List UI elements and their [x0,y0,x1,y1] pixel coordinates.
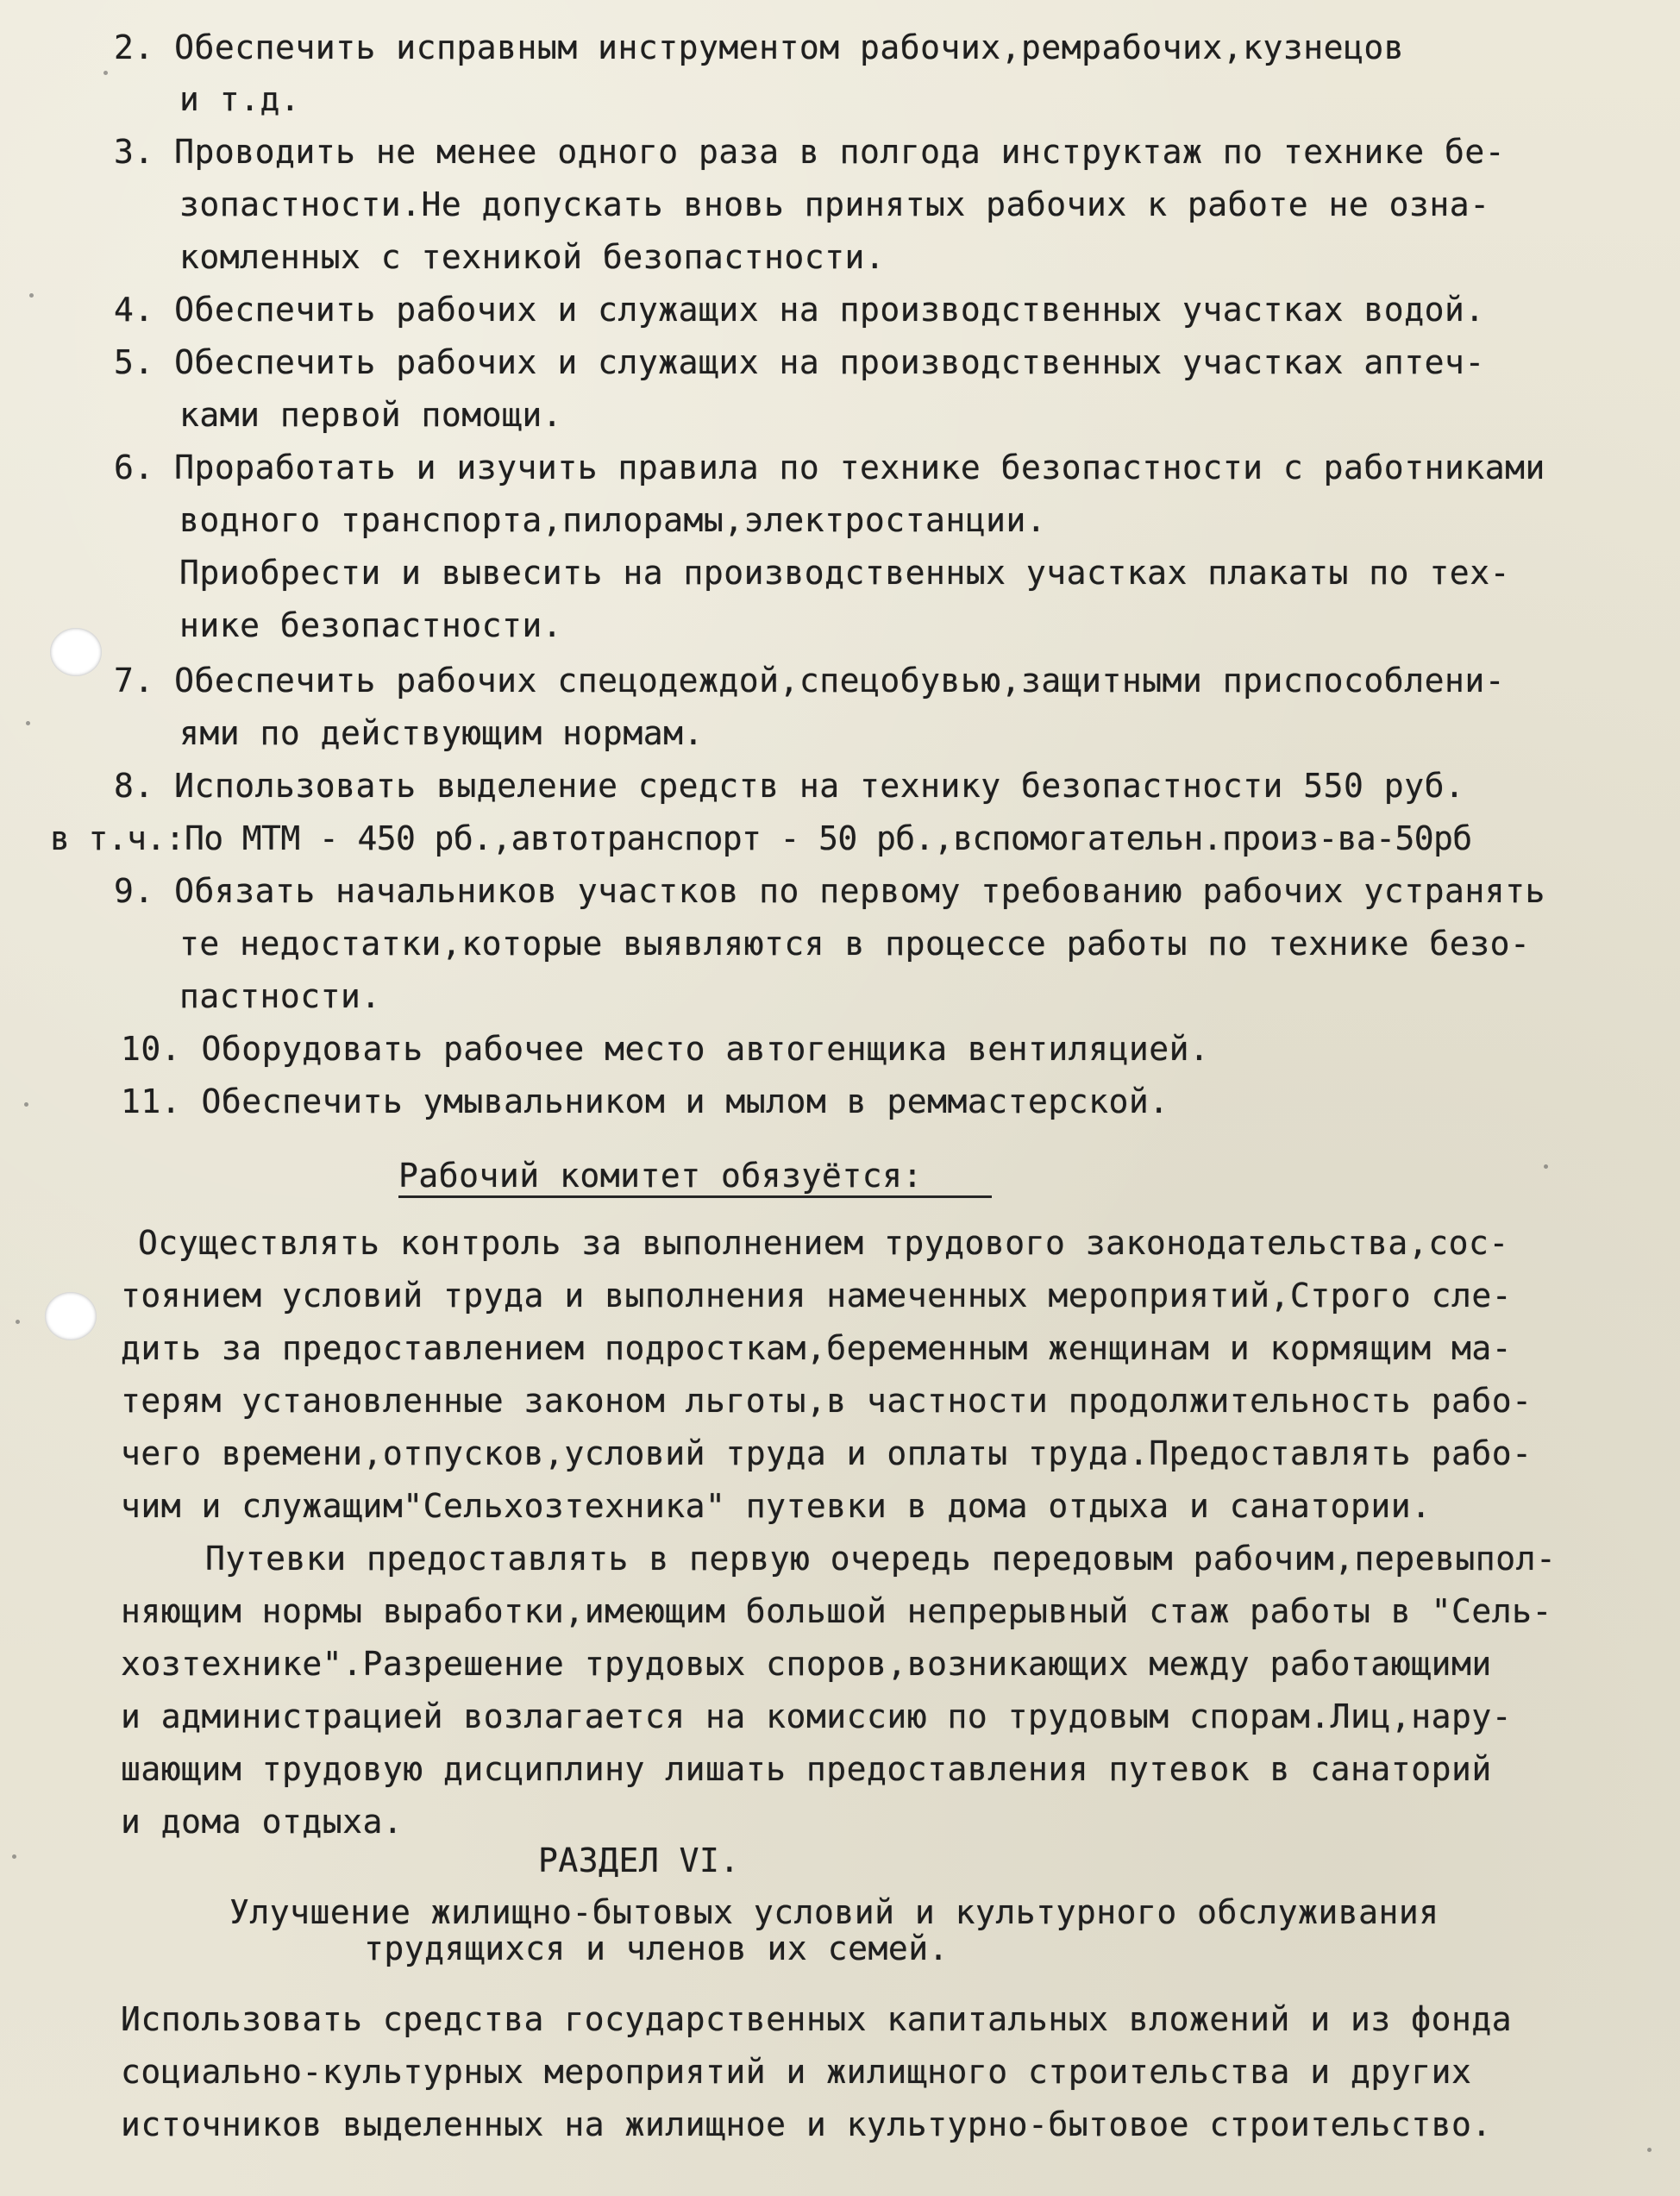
text-line-paragraph: хозтехнике".Разрешение трудовых споров,возникающих между работающими [121,1645,1492,1683]
text-line-paragraph: чего времени,отпусков,условий труда и оплаты труда.Предоставлять рабо- [121,1434,1533,1472]
section-heading-workers-committee: Рабочий комитет обязуётся: [398,1157,923,1195]
paper-speck [1647,2148,1652,2152]
text-line-paragraph: источников выделенных на жилищное и культурно-бытовое строительство. [121,2105,1492,2143]
section-number-heading: РАЗДЕЛ VI. [538,1842,740,1879]
text-line-item-5-cont: ками первой помощи. [179,396,563,434]
text-line-paragraph: и администрацией возлагается на комиссию по трудовым спорам.Лиц,нару- [121,1697,1513,1735]
text-line-item-2: 2. Обеспечить исправным инструментом рабочих,ремрабочих,кузнецов [114,28,1405,66]
paper-speck [1544,1164,1548,1169]
text-line-item-6-cont: нике безопастности. [179,606,563,644]
text-line-item-6-cont: Приобрести и вывесить на производственных участках плакаты по тех- [179,554,1510,592]
heading-underline [398,1195,992,1198]
text-line-item-9: 9. Обязать начальников участков по первому требованию рабочих устранять [114,872,1545,910]
text-line-item-3: 3. Проводить не менее одного раза в полгода инструктаж по технике бе- [114,133,1506,171]
punch-hole-top [50,628,102,676]
text-line-item-3-cont: комленных с техникой безопастности. [179,238,886,276]
section-title-cont: трудящихся и членов их семей. [364,1929,949,1967]
text-line-paragraph: дить за предоставлением подросткам,беременным женщинам и кормящим ма- [121,1329,1513,1367]
text-line-paragraph: тоянием условий труда и выполнения намеченных мероприятий,Строго сле- [121,1277,1513,1314]
text-line-paragraph: шающим трудовую дисциплину лишать предоставления путевок в санаторий [121,1750,1492,1788]
paper-speck [26,721,30,725]
text-line-paragraph: и дома отдыха. [121,1803,404,1841]
text-line-item-2-cont: и т.д. [179,80,301,118]
paper-speck [103,71,108,75]
text-line-item-9-cont: те недостатки,которые выявляются в процессе работы по технике безо- [179,925,1531,963]
text-line-item-6: 6. Проработать и изучить правила по технике безопастности с работниками [114,449,1545,486]
text-line-paragraph: терям установленные законом льготы,в частности продолжительность рабо- [121,1382,1533,1420]
text-line-paragraph: Использовать средства государственных капитальных вложений и из фонда [121,2000,1513,2038]
text-line-item-8: 8. Использовать выделение средств на технику безопастности 550 руб. [114,767,1465,805]
text-line-paragraph: няющим нормы выработки,имеющим большой непрерывный стаж работы в "Сель- [121,1592,1552,1630]
text-line-item-9-cont: пастности. [179,977,381,1015]
text-line-paragraph: Путевки предоставлять в первую очередь передовым рабочим,перевыпол- [205,1540,1557,1578]
text-line-item-6-cont: водного транспорта,пилорамы,электростанции. [179,501,1047,539]
paper-speck [12,1854,16,1859]
text-line-item-7: 7. Обеспечить рабочих спецодеждой,спецобувью,защитными приспособлени- [114,662,1506,700]
punch-hole-bottom [45,1292,97,1340]
text-line-item-10: 10. Оборудовать рабочее место автогенщика вентиляцией. [121,1030,1210,1068]
section-title: Улучшение жилищно-бытовых условий и культурного обслуживания [229,1893,1439,1931]
paper-speck [24,1102,28,1107]
text-line-paragraph: социально-культурных мероприятий и жилищного строительства и других [121,2053,1472,2091]
text-line-paragraph: чим и служащим"Сельхозтехника" путевки в дома отдыха и санатории. [121,1487,1432,1525]
paper-speck [16,1320,20,1324]
text-line-item-3-cont: зопастности.Не допускать вновь принятых рабочих к работе не озна- [179,185,1490,223]
paper-speck [29,293,34,298]
text-line-item-4: 4. Обеспечить рабочих и служащих на производственных участках водой. [114,291,1485,329]
text-line-item-11: 11. Обеспечить умывальником и мылом в реммастерской. [121,1082,1169,1120]
text-line-item-5: 5. Обеспечить рабочих и служащих на производственных участках аптеч- [114,343,1485,381]
text-line-paragraph: Осуществлять контроль за выполнением трудового законодательства,сос- [138,1224,1509,1262]
text-line-item-7-cont: ями по действующим нормам. [179,714,704,752]
text-line-item-8-breakdown: в т.ч.:По МТМ - 450 рб.,автотранспорт - 50 рб.,вспомогательн.произ-ва-50рб [50,819,1472,857]
